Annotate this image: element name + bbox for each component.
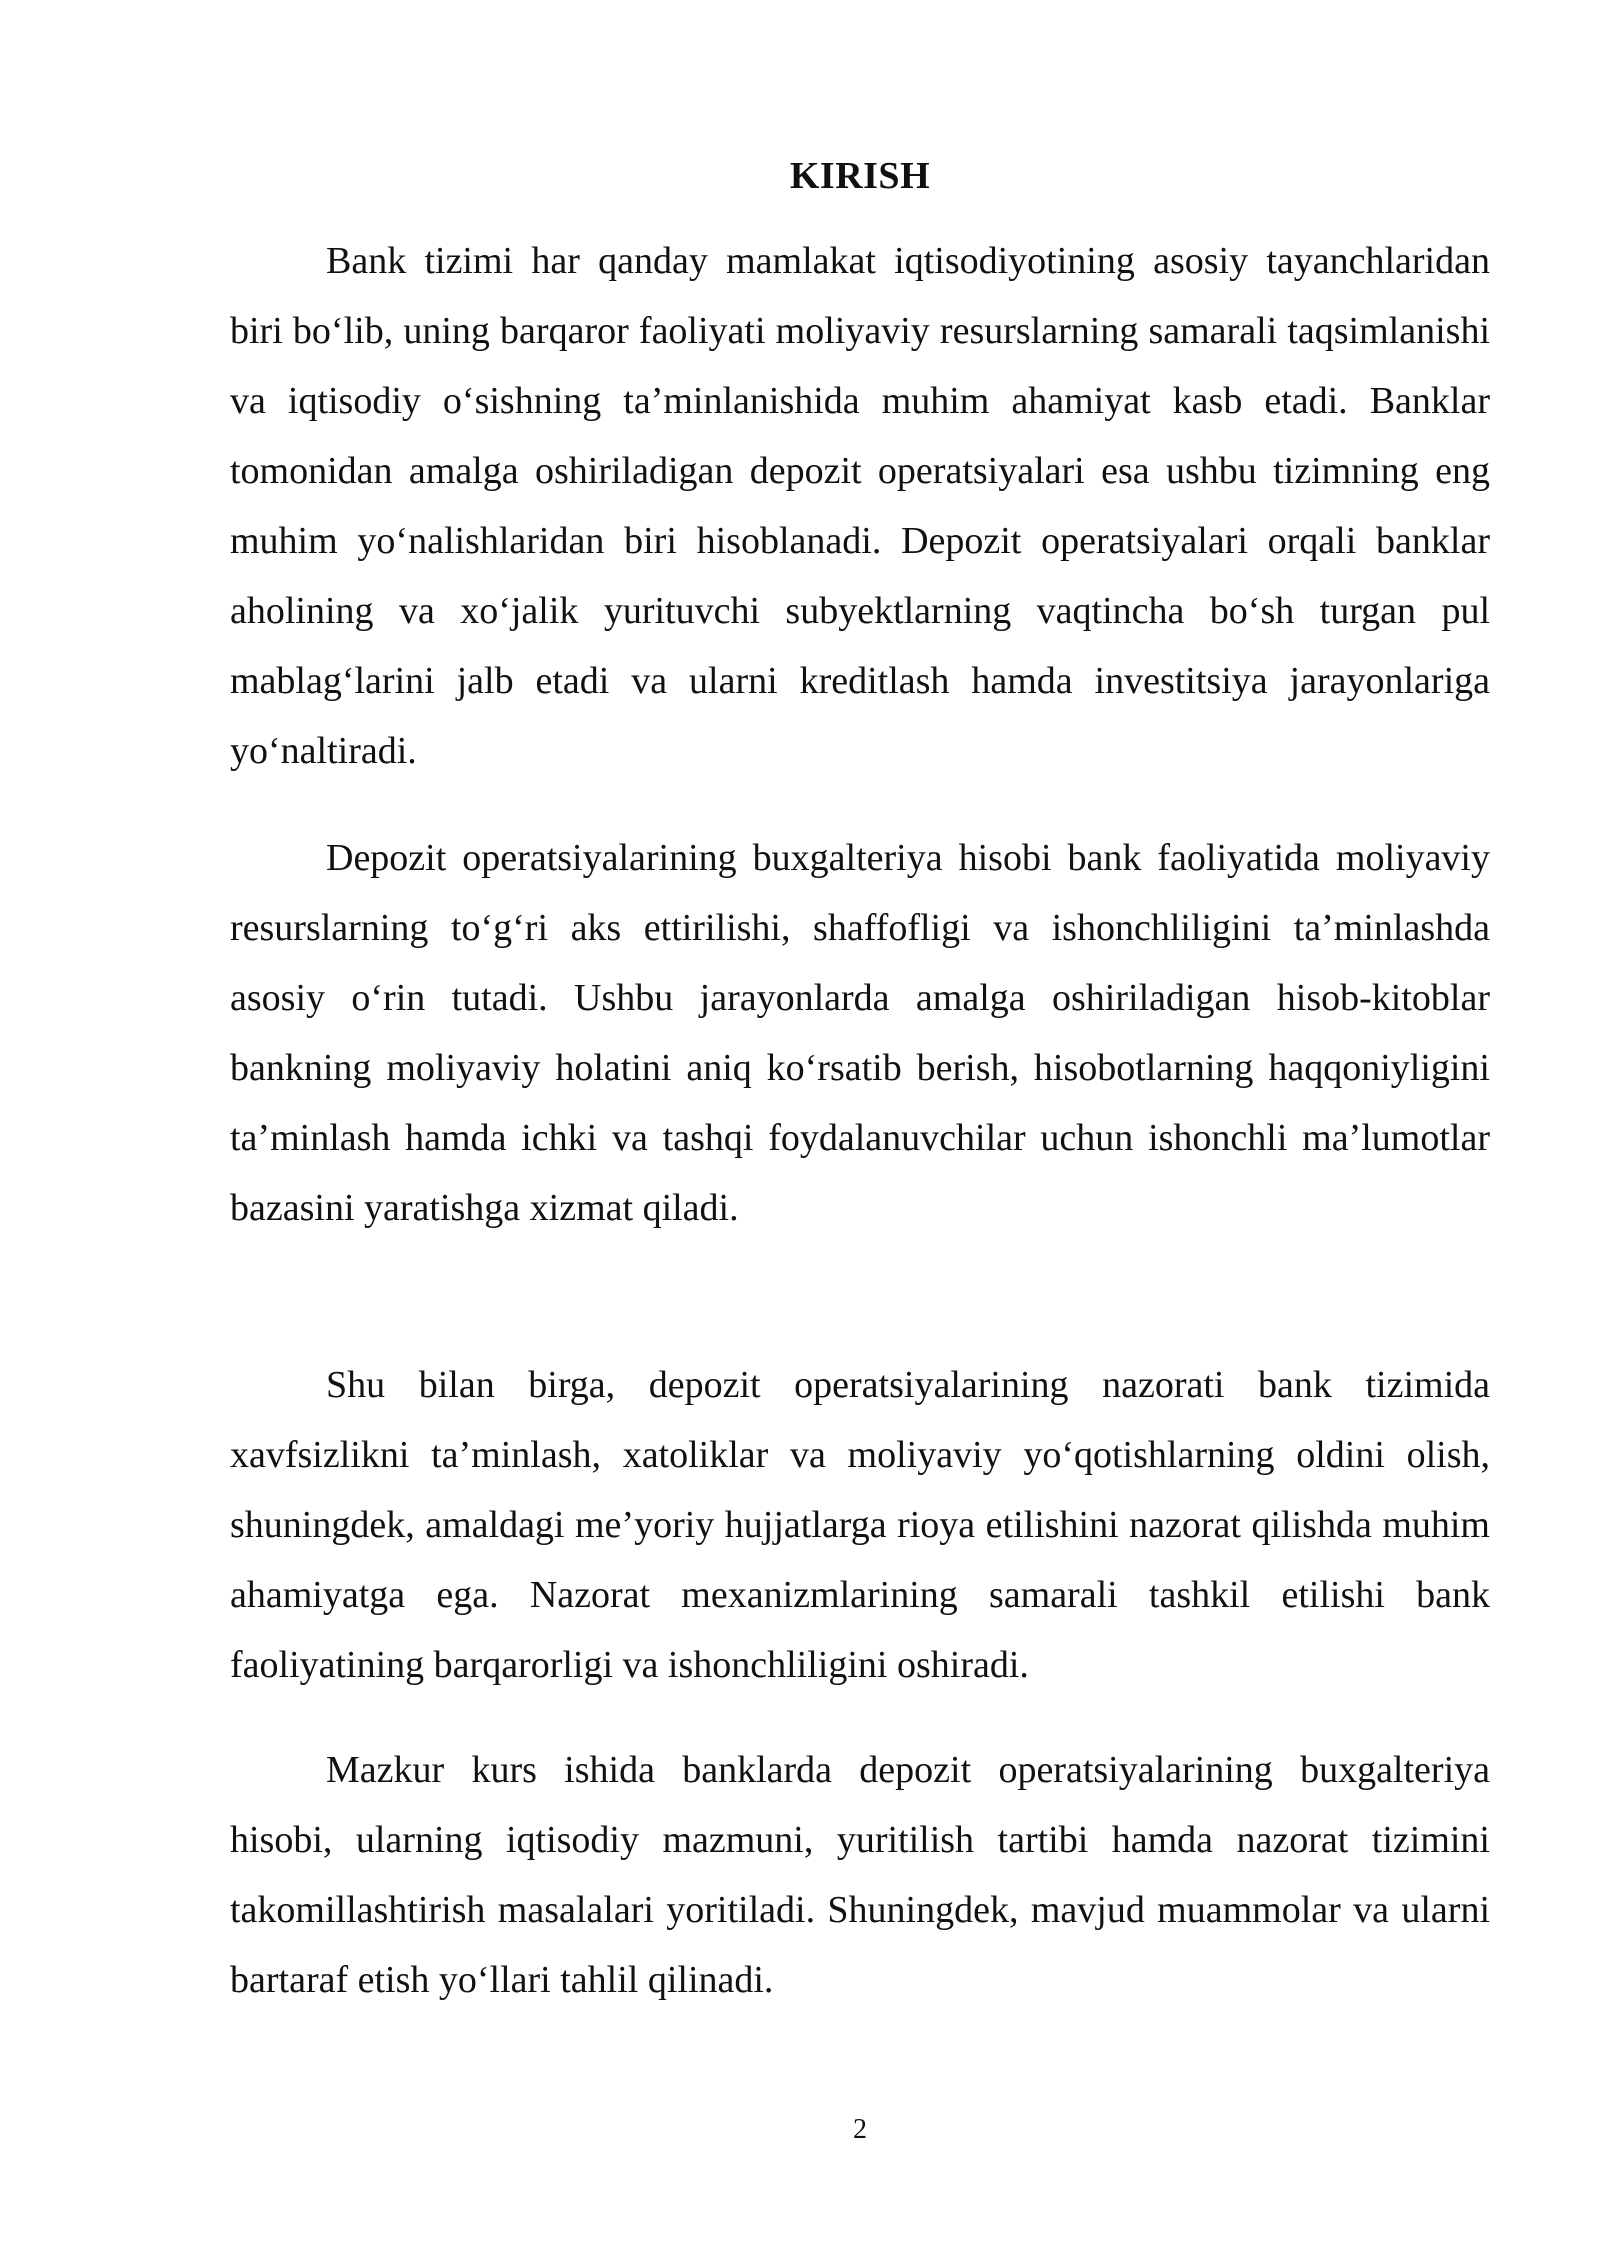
paragraph-scope: Mazkur kurs ishida banklarda depozit operatsiyalarining buxgalteriya hisobi, ularning iqtisodiy mazmuni, yuritilish tartibi hamda nazorat tizimini takomillashtirish masalalari yoritiladi. Shuningdek, mavjud muammolar va ularni bartaraf etish yo‘llari tahlil qilinadi.: [230, 1749, 1490, 2001]
paragraph-accounting: Depozit operatsiyalarining buxgalteriya hisobi bank faoliyatida moliyaviy resurslarning to‘g‘ri aks ettirilishi, shaffofligi va ishonchliligini ta’minlashda asosiy o‘rin tutadi. Ushbu jarayonlarda amalga oshiriladigan hisob-kitoblar bankning moliyaviy holatini aniq ko‘rsatib berish, hisobotlarning haqqoniyligini ta’minlash hamda ichki va tashqi foydalanuvchilar uchun ishonchli ma’lumotlar bazasini yaratishga xizmat qiladi.: [230, 837, 1490, 1229]
paragraph-intro: Bank tizimi har qanday mamlakat iqtisodiyotining asosiy tayanchlaridan biri bo‘lib, uning barqaror faoliyati moliyaviy resurslarning samarali taqsimlanishi va iqtisodiy o‘sishning ta’minlanishida muhim ahamiyat kasb etadi. Banklar tomonidan amalga oshiriladigan depozit operatsiyalari esa ushbu tizimning eng muhim yo‘nalishlaridan biri hisoblanadi. Depozit operatsiyalari orqali banklar aholining va xo‘jalik yurituvchi subyektlarning vaqtincha bo‘sh turgan pul mablag‘larini jalb etadi va ularni kreditlash hamda investitsiya jarayonlariga yo‘naltiradi.: [230, 240, 1490, 772]
page-number: 2: [853, 2114, 867, 2145]
paragraph-control: Shu bilan birga, depozit operatsiyalarining nazorati bank tizimida xavfsizlikni ta’minlash, xatoliklar va moliyaviy yo‘qotishlarning oldini olish, shuningdek, amaldagi me’yoriy hujjatlarga rioya etilishini nazorat qilishda muhim ahamiyatga ega. Nazorat mexanizmlarining samarali tashkil etilishi bank faoliyatining barqarorligi va ishonchliligini oshiradi.: [230, 1364, 1490, 1686]
section-heading: KIRISH: [789, 155, 931, 197]
